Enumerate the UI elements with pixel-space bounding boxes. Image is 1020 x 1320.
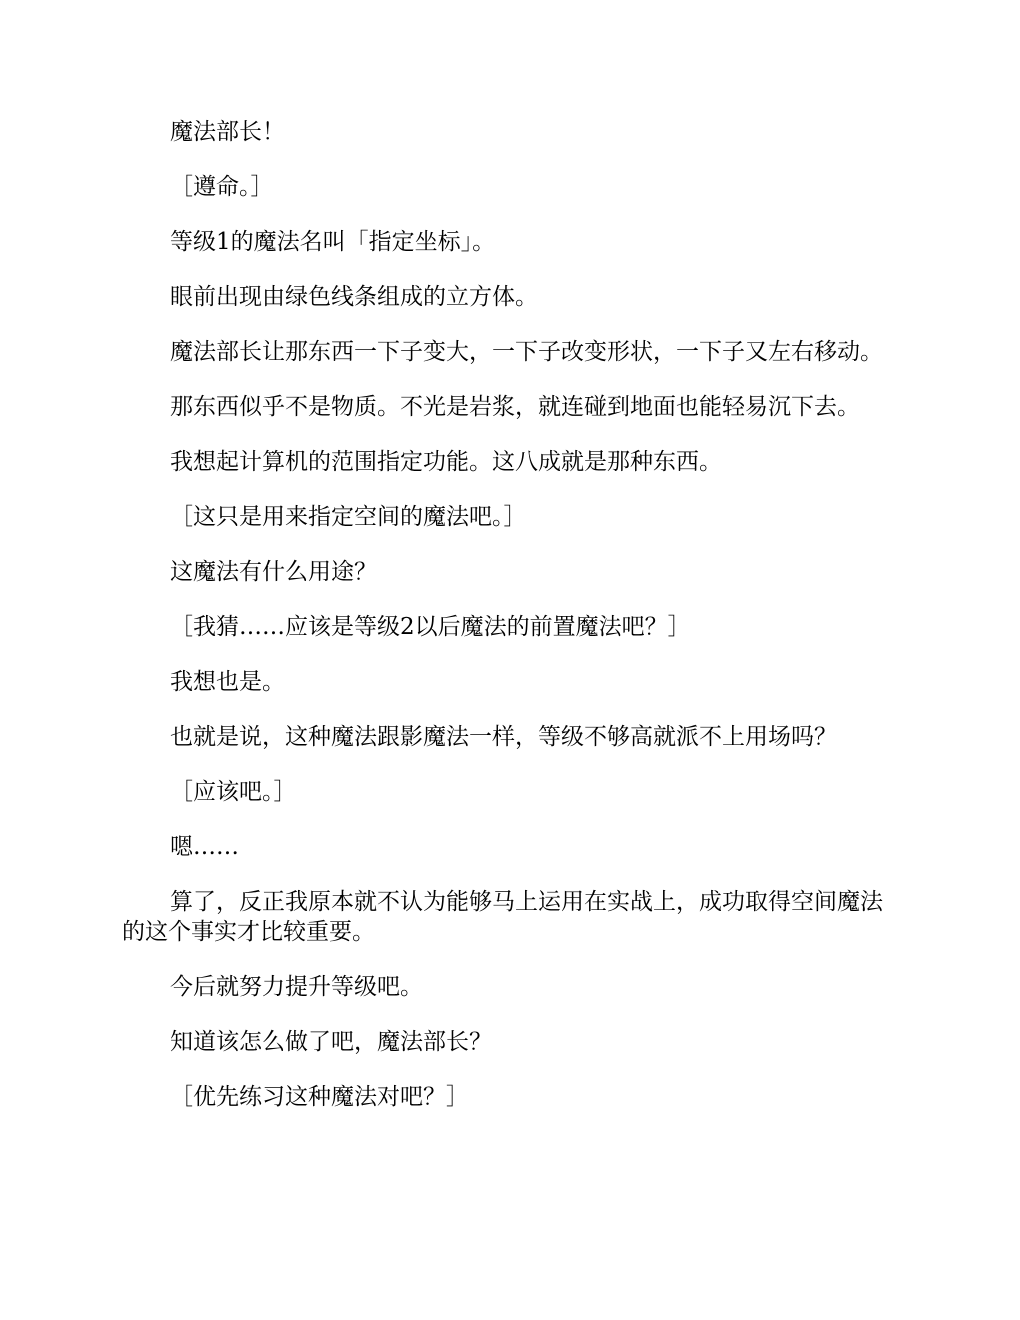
- text-body: [122, 117, 902, 1137]
- paragraph: 嗯……: [170, 834, 239, 860]
- paragraph: ［我猜……应该是等级2以后魔法的前置魔法吧？］: [170, 614, 691, 640]
- paragraph: 等级1的魔法名叫「指定坐标」。: [170, 229, 496, 255]
- paragraph: 今后就努力提升等级吧。: [170, 974, 423, 1000]
- paragraph: ［遵命。］: [170, 174, 274, 200]
- paragraph: 魔法部长！: [170, 119, 285, 145]
- paragraph: 这魔法有什么用途？: [170, 559, 377, 585]
- paragraph: 知道该怎么做了吧，魔法部长？: [170, 1029, 492, 1055]
- paragraph: ［这只是用来指定空间的魔法吧。］: [170, 504, 527, 530]
- paragraph: 我想起计算机的范围指定功能。这八成就是那种东西。: [170, 449, 722, 475]
- paragraph: 那东西似乎不是物质。不光是岩浆，就连碰到地面也能轻易沉下去。: [170, 394, 860, 420]
- paragraph: 我想也是。: [170, 669, 285, 695]
- paragraph: ［优先练习这种魔法对吧？］: [170, 1084, 469, 1110]
- paragraph: 眼前出现由绿色线条组成的立方体。: [170, 284, 538, 310]
- paragraph: ［应该吧。］: [170, 779, 297, 805]
- paragraph: 算了，反正我原本就不认为能够马上运用在实战上，成功取得空间魔法的这个事实才比较重要。: [122, 889, 883, 945]
- paragraph: 也就是说，这种魔法跟影魔法一样，等级不够高就派不上用场吗？: [170, 724, 837, 750]
- paragraph: 魔法部长让那东西一下子变大，一下子改变形状，一下子又左右移动。: [170, 339, 883, 365]
